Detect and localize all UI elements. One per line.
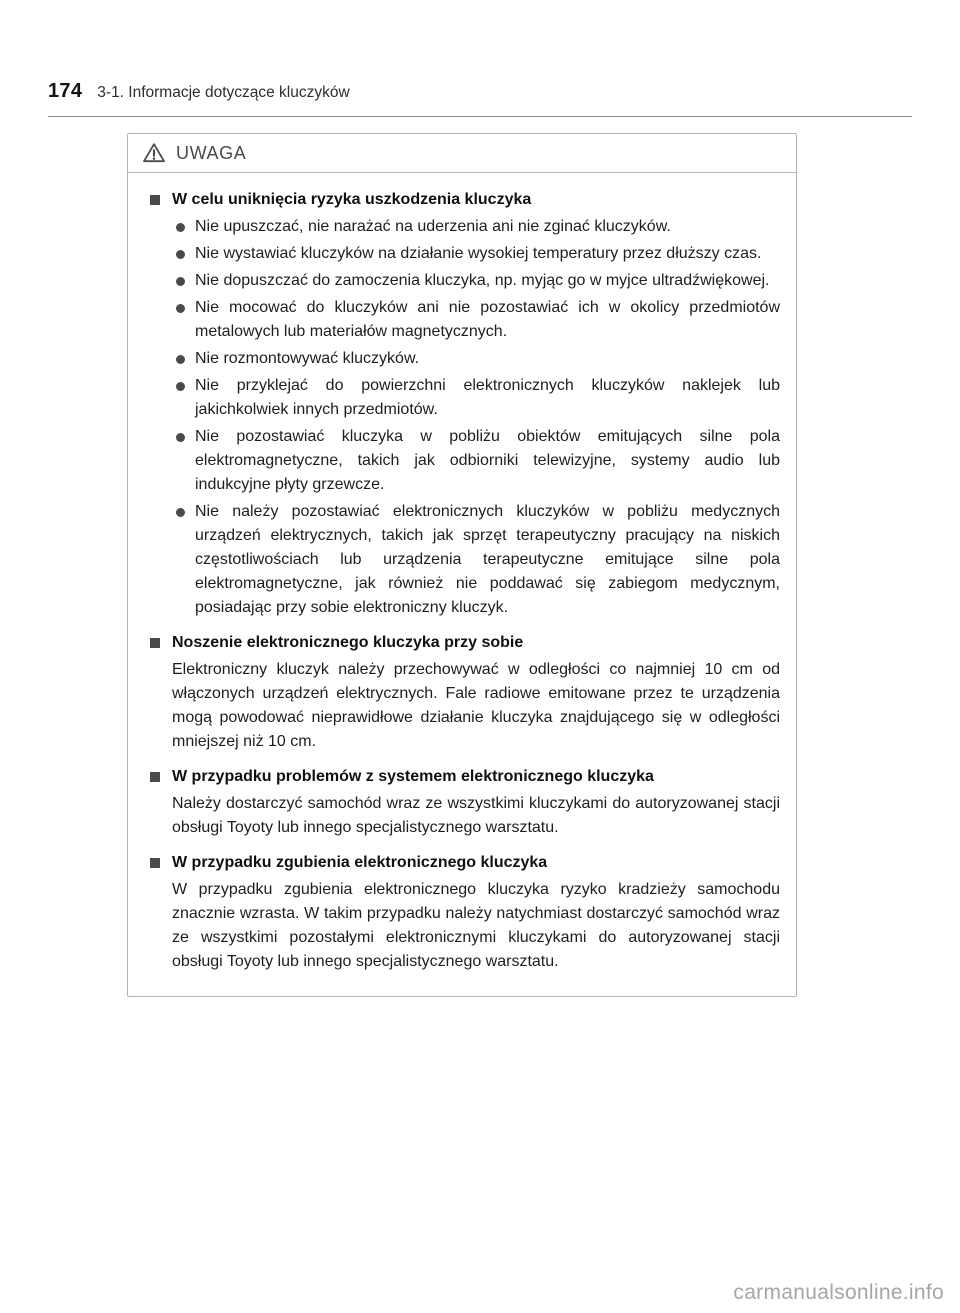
list-item-text: Nie pozostawiać kluczyka w pobliżu obiektów emitujących silne pola elektromagnetyczne, takich jak odbiorniki telewizyjne, systemy audio lub indukcyjne płyty grzewcze.	[195, 428, 780, 493]
list-item	[176, 347, 780, 371]
list-item-text: Nie przyklejać do powierzchni elektronicznych kluczyków naklejek lub jakichkolwiek innych przedmiotów.	[195, 377, 780, 418]
section-heading-text: W przypadku problemów z systemem elektronicznego kluczyka	[172, 768, 654, 785]
section-title: 3-1. Informacje dotyczące kluczyków	[97, 84, 350, 101]
square-bullet-icon	[150, 195, 160, 205]
page-header	[48, 80, 912, 117]
caution-section-carrying-key	[150, 631, 780, 754]
circle-bullet-icon	[176, 355, 185, 364]
circle-bullet-icon	[176, 304, 185, 313]
page-number: 174	[48, 80, 83, 102]
section-heading-text: Noszenie elektronicznego kluczyka przy sobie	[172, 634, 524, 651]
section-heading-text: W celu uniknięcia ryzyka uszkodzenia kluczyka	[172, 191, 532, 208]
list-item-text: Nie upuszczać, nie narażać na uderzenia ani nie zginać kluczyków.	[195, 218, 671, 235]
caution-box	[127, 133, 797, 997]
list-item	[176, 296, 780, 344]
section-heading	[150, 765, 780, 789]
circle-bullet-icon	[176, 508, 185, 517]
section-heading	[150, 188, 780, 212]
list-item-text: Nie rozmontowywać kluczyków.	[195, 350, 420, 367]
caution-box-body	[128, 173, 796, 996]
square-bullet-icon	[150, 772, 160, 782]
list-item	[176, 269, 780, 293]
section-heading-text: W przypadku zgubienia elektronicznego kluczyka	[172, 854, 548, 871]
square-bullet-icon	[150, 858, 160, 868]
circle-bullet-icon	[176, 250, 185, 259]
section-paragraph: Należy dostarczyć samochód wraz ze wszystkimi kluczykami do autoryzowanej stacji obsługi Toyoty lub innego specjalistycznego warsztatu.	[172, 795, 780, 836]
circle-bullet-icon	[176, 433, 185, 442]
caution-title: UWAGA	[176, 142, 247, 163]
section-paragraph: Elektroniczny kluczyk należy przechowywać w odległości co najmniej 10 cm od włączonych urządzeń elektrycznych. Fale radiowe emitowane przez te urządzenia mogą powodować nieprawidłowe działanie kluczyka znajdującego się w odległości mniejszej niż 10 cm.	[172, 661, 780, 750]
warning-icon	[142, 141, 166, 165]
caution-section-avoid-damage	[150, 188, 780, 620]
list-item	[176, 215, 780, 239]
list-item	[176, 500, 780, 620]
section-heading	[150, 631, 780, 655]
list-item	[176, 374, 780, 422]
list-item	[176, 242, 780, 266]
list-item-text: Nie należy pozostawiać elektronicznych kluczyków w pobliżu medycznych urządzeń elektrycznych, takich jak sprzęt terapeutyczny pracujący na niskich częstotliwościach lub urządzenia terapeutyczne emitujące silne pola elektromagnetyczne, jak również nie poddawać się zabiegom medycznym, posiadając przy sobie elektroniczny kluczyk.	[195, 503, 780, 616]
square-bullet-icon	[150, 638, 160, 648]
bullet-list	[176, 215, 780, 620]
list-item-text: Nie mocować do kluczyków ani nie pozostawiać ich w okolicy przedmiotów metalowych lub materiałów magnetycznych.	[195, 299, 780, 340]
caution-box-header	[128, 134, 796, 173]
section-paragraph: W przypadku zgubienia elektronicznego kluczyka ryzyko kradzieży samochodu znacznie wzrasta. W takim przypadku należy natychmiast dostarczyć samochód wraz ze wszystkimi pozostałymi elektronicznymi kluczykami do autoryzowanej stacji obsługi Toyoty lub innego specjalistycznego warsztatu.	[172, 881, 780, 970]
caution-section-lost-key	[150, 851, 780, 974]
circle-bullet-icon	[176, 223, 185, 232]
list-item-text: Nie dopuszczać do zamoczenia kluczyka, np. myjąc go w myjce ultradźwiękowej.	[195, 272, 770, 289]
list-item-text: Nie wystawiać kluczyków na działanie wysokiej temperatury przez dłuższy czas.	[195, 245, 762, 262]
section-heading	[150, 851, 780, 875]
circle-bullet-icon	[176, 382, 185, 391]
caution-section-system-problems	[150, 765, 780, 840]
circle-bullet-icon	[176, 277, 185, 286]
watermark: carmanualsonline.info	[733, 1281, 944, 1304]
list-item	[176, 425, 780, 497]
